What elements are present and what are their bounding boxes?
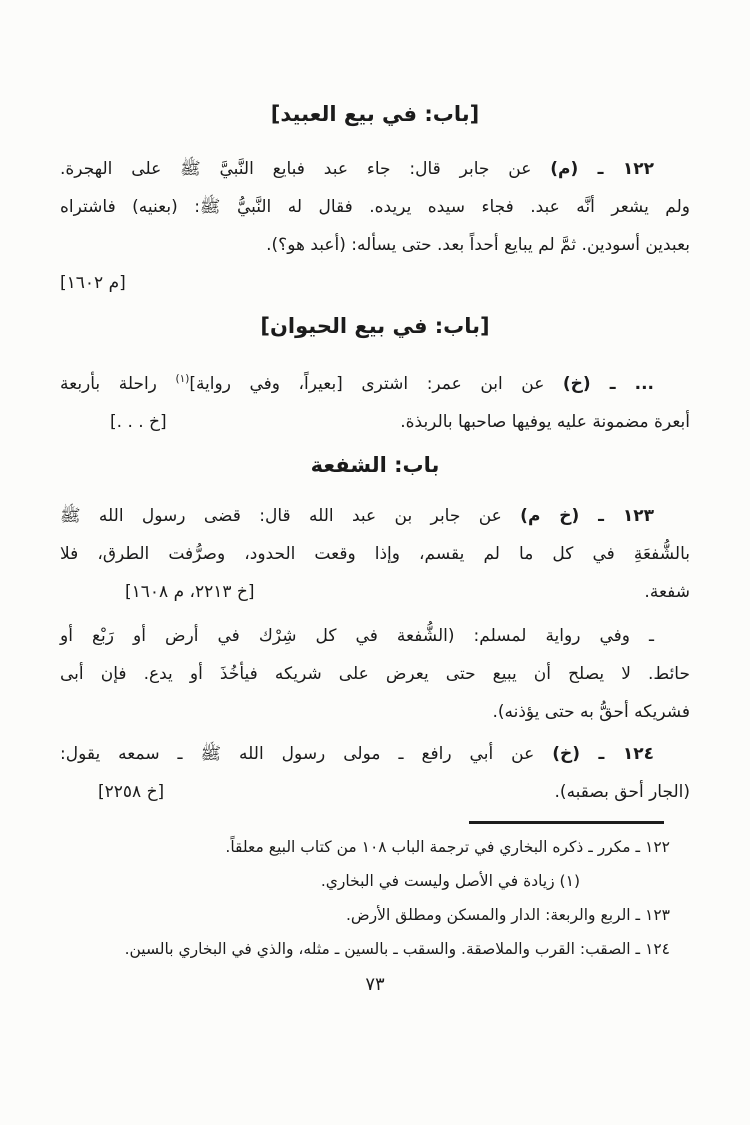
hadith-animal-line2 [60, 403, 690, 441]
hadith-124 [60, 735, 690, 811]
hadith-124-line1-text: عن أبي رافع ـ مولى رسول الله ﷺ ـ سمعه يقول: [60, 744, 553, 764]
hadith-animal-line2-text: أبعرة مضمونة عليه يوفيها صاحبها بالربذة. [400, 412, 690, 432]
hadith-123-number: ١٢٣ ـ (خ م) [520, 506, 654, 526]
hadith-124-line2-text: (الجار أحق بصقبه). [554, 782, 690, 802]
footnotes [60, 830, 690, 966]
muslim-narration-line2: حائط. لا يصلح أن يبيع حتى يعرض على شريكه فيأخُذَ أو يدع. فإن أبى [60, 664, 690, 684]
citation-ref-124: [خ ٢٢٥٨] [98, 782, 165, 802]
hadith-122-line3: بعبدين أسودين. ثمَّ لم يبايع أحداً بعد. حتى يسأله: (أعبد هو؟). [266, 235, 690, 255]
section-heading-shufa: باب: الشفعة [310, 453, 440, 477]
hadith-122-line2: ولم يشعر أنَّه عبد. فجاء سيده يريده. فقال له النَّبيُّ ﷺ: (بعنيه) فاشتراه [60, 197, 690, 217]
hadith-123 [60, 497, 690, 611]
page-number: ٧٣ [365, 974, 385, 995]
footnote-122: ١٢٢ ـ مكرر ـ ذكره البخاري في ترجمة الباب ١٠٨ من كتاب البيع معلقاً. [225, 838, 670, 856]
hadith-animal-line1 [60, 360, 690, 403]
hadith-124-line2 [60, 773, 690, 811]
hadith-123-line1 [60, 497, 690, 535]
hadith-122-number: ١٢٢ ـ (م) [550, 159, 654, 179]
hadith-123-line3 [60, 573, 690, 611]
hadith-122-line1 [60, 150, 690, 188]
hadith-124-line1 [60, 735, 690, 773]
section-heading-sale-of-slaves: [باب: في بيع العبيد] [270, 102, 480, 126]
hadith-123-line1-text: عن جابر بن عبد الله قال: قضى رسول الله ﷺ [60, 506, 521, 526]
footnote-123: ١٢٣ ـ الربع والربعة: الدار والمسكن ومطلق الأرض. [345, 906, 670, 924]
footnote-124: ١٢٤ ـ الصقب: القرب والملاصقة. والسقب ـ بالسين ـ مثله، والذي في البخاري بالسين. [124, 940, 670, 958]
citation-ref-123: [خ ٢٢١٣، م ١٦٠٨] [125, 582, 255, 602]
hadith-animal-line1-rest: راحلة بأربعة [60, 374, 176, 394]
citation-ref-animal: [خ . . .] [110, 412, 167, 432]
hadith-animal-line1-text: عن ابن عمر: اشترى [بعيراً، وفي رواية] [189, 374, 563, 394]
muslim-narration-line3: فشريكه أحقُّ به حتى يؤذنه). [492, 702, 690, 722]
hadith-122-line1-text: عن جابر قال: جاء عبد فبايع النَّبيَّ ﷺ على الهجرة. [60, 159, 551, 179]
hadith-123-line2: بالشُّفعَةِ في كل ما لم يقسم، وإذا وقعت الحدود، وصرُّفت الطرق، فلا [60, 544, 690, 564]
footnote-textual-note-1: (١) زيادة في الأصل وليست في البخاري. [320, 872, 580, 890]
footnote-marker-1: (١) [175, 373, 190, 385]
muslim-narration-line1: ـ وفي رواية لمسلم: (الشُّفعة في كل شِرْك في أرض أو رَبْع أو [60, 626, 654, 646]
hadith-123-line3-text: شفعة. [644, 582, 690, 602]
hadith-123-muslim-narration [60, 617, 690, 731]
citation-ref-122: [م ١٦٠٢] [60, 273, 126, 293]
footnote-separator [469, 821, 664, 824]
hadith-animal-sale [60, 360, 690, 441]
hadith-animal-number: ... ـ (خ) [562, 374, 654, 394]
hadith-122 [60, 150, 690, 302]
hadith-124-number: ١٢٤ ـ (خ) [552, 744, 654, 764]
section-heading-sale-of-animals: [باب: في بيع الحيوان] [260, 314, 490, 338]
